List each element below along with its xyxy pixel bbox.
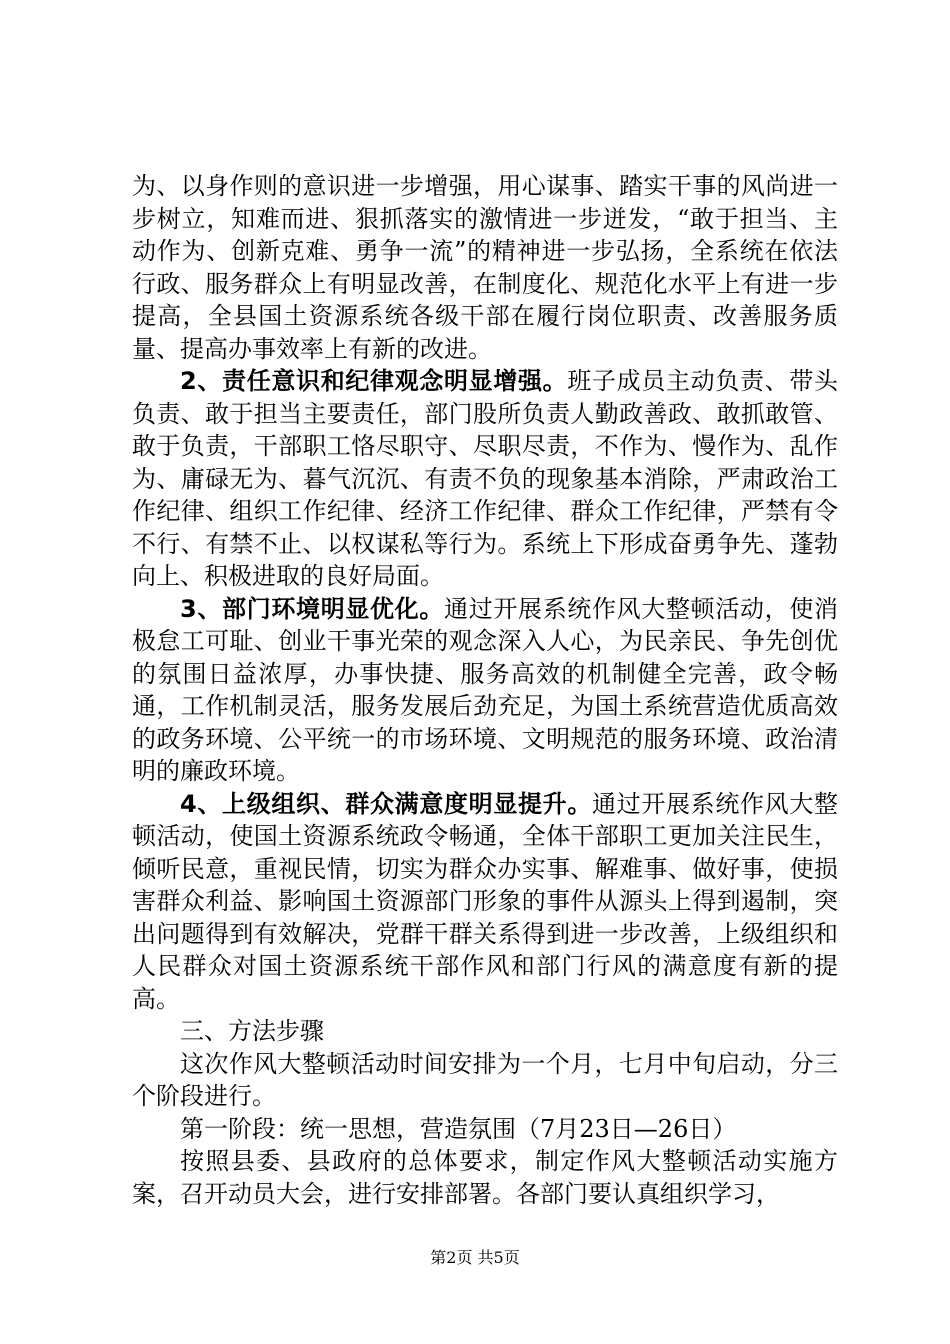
paragraph-1 bbox=[132, 170, 838, 365]
paragraph-3-heading: 3、部门环境明显优化。 bbox=[180, 594, 445, 623]
paragraph-4-heading: 4、上级组织、群众满意度明显提升。 bbox=[180, 789, 593, 818]
paragraph-4-text: 通过开展系统作风大整顿活动，使国土资源系统政令畅通，全体干部职工更加关注民生，倾听民意，重视民情，切实为群众办实事、解难事、做好事，使损害群众利益、影响国土资源部门形象的事件从源头上得到遏制，突出问题得到有效解决，党群干群关系得到进一步改善，上级组织和人民群众对国土资源系统干部作风和部门行风的满意度有新的提高。 bbox=[132, 789, 839, 1013]
paragraph-1-text: 为、以身作则的意识进一步增强，用心谋事、踏实干事的风尚进一步树立，知难而进、狠抓落实的激情进一步迸发，“敢于担当、主动作为、创新克难、勇争一流”的精神进一步弘扬，全系统在依法行政、服务群众上有明显改善，在制度化、规范化水平上有进一步提高，全县国土资源系统各级干部在履行岗位职责、改善服务质量、提高办事效率上有新的改进。 bbox=[132, 172, 838, 363]
section-heading-text: 三、方法步骤 bbox=[180, 1017, 324, 1045]
paragraph-2 bbox=[132, 365, 838, 593]
paragraph-3 bbox=[132, 593, 838, 788]
paragraph-3-text: 通过开展系统作风大整顿活动，使消极怠工可耻、创业干事光荣的观念深入人心，为民亲民、争先创优的氛围日益浓厚，办事快捷、服务高效的机制健全完善，政令畅通，工作机制灵活，服务发展后劲充足，为国土系统营造优质高效的政务环境、公平统一的市场环境、文明规范的服务环境、政治清明的廉政环境。 bbox=[132, 594, 839, 785]
paragraph-4 bbox=[132, 788, 838, 1016]
paragraph-6 bbox=[132, 1048, 838, 1113]
paragraph-2-heading: 2、责任意识和纪律观念明显增强。 bbox=[180, 367, 568, 395]
page-footer bbox=[0, 1245, 950, 1268]
page-number-label: 第2页 共5页 bbox=[430, 1248, 520, 1267]
stage-one-title bbox=[132, 1113, 838, 1146]
stage-one-title-text: 第一阶段：统一思想，营造氛围（7月23日—26日） bbox=[180, 1114, 737, 1143]
paragraph-8-text: 按照县委、县政府的总体要求，制定作风大整顿活动实施方案，召开动员大会，进行安排部署。各部门要认真组织学习， bbox=[132, 1147, 838, 1208]
section-heading-methods bbox=[132, 1015, 838, 1048]
paragraph-2-text: 班子成员主动负责、带头负责、敢于担当主要责任，部门股所负责人勤政善政、敢抓敢管、敢于负责，干部职工恪尽职守、尽职尽责，不作为、慢作为、乱作为、庸碌无为、暮气沉沉、有责不负的现象基本消除，严肃政治工作纪律、组织工作纪律、经济工作纪律、群众工作纪律，严禁有令不行、有禁不止、以权谋私等行为。系统上下形成奋勇争先、蓬勃向上、积极进取的良好局面。 bbox=[132, 367, 838, 590]
document-body bbox=[132, 170, 838, 1210]
paragraph-6-text: 这次作风大整顿活动时间安排为一个月，七月中旬启动，分三个阶段进行。 bbox=[132, 1049, 838, 1110]
paragraph-8 bbox=[132, 1145, 838, 1210]
